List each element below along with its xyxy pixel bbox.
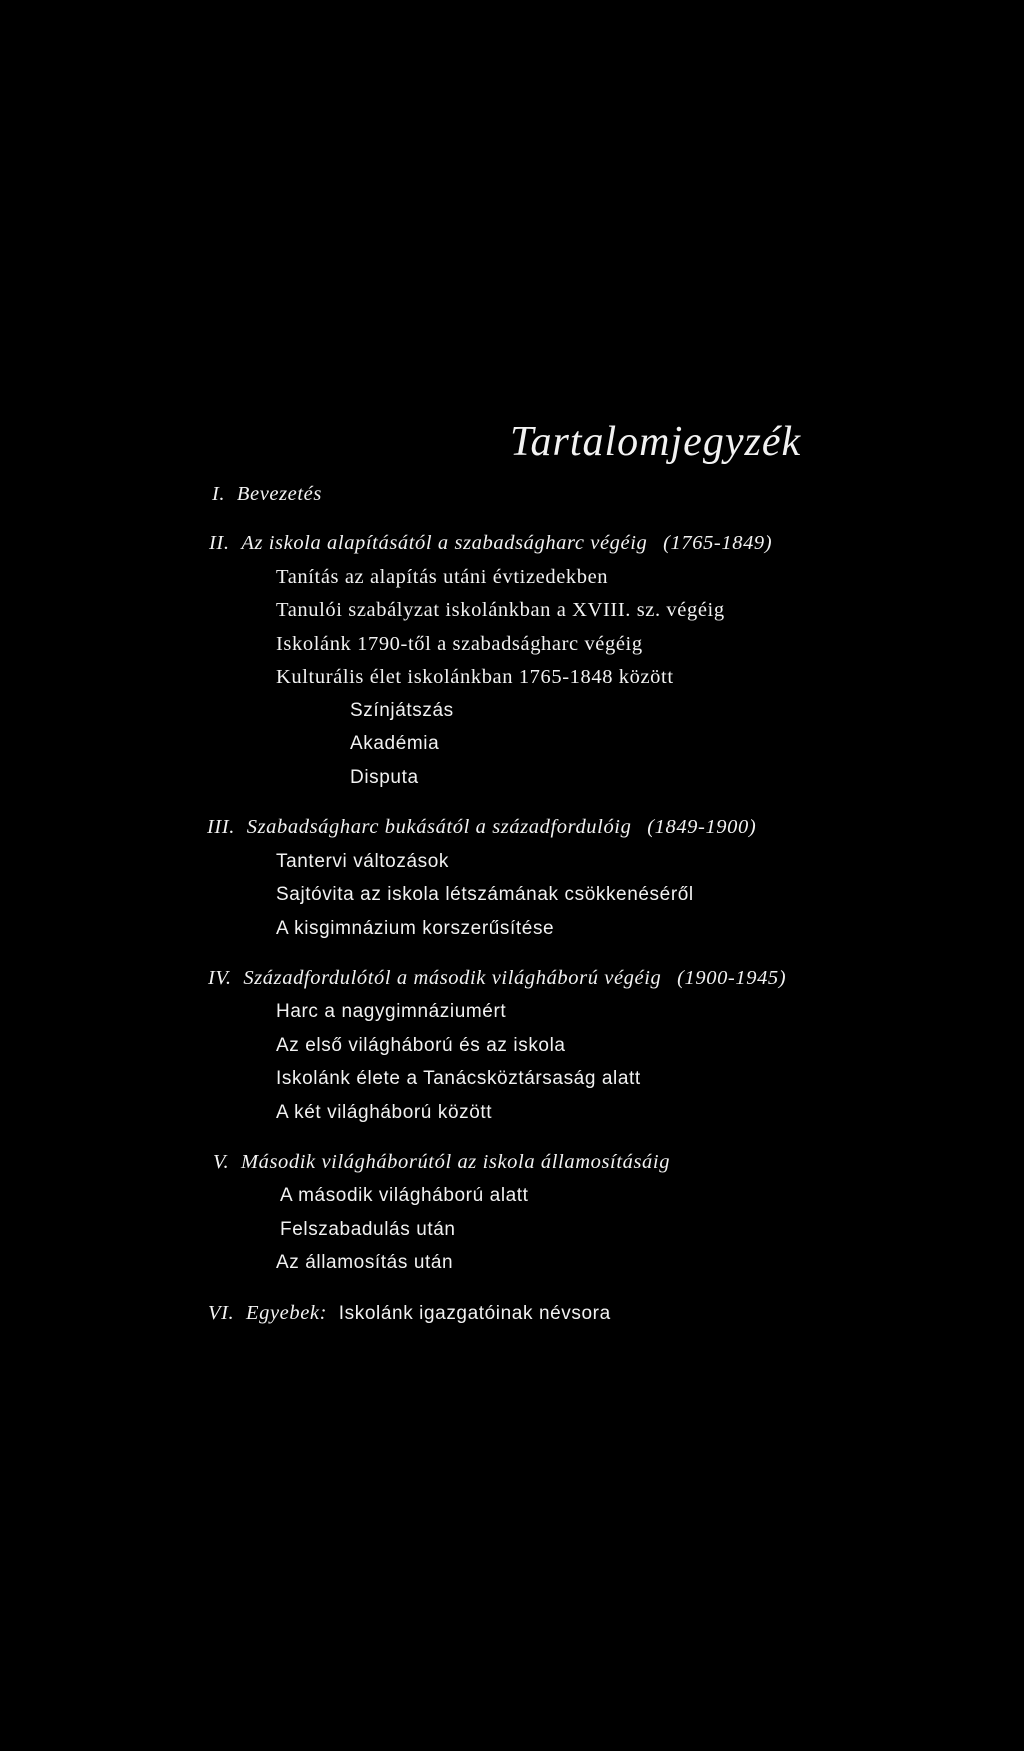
toc-item: Iskolánk élete a Tanácsköztársaság alatt [276,1068,641,1089]
section-numeral: V. [213,1151,230,1173]
toc-item: A kisgimnázium korszerűsítése [276,918,555,939]
section-numeral: I. [212,483,226,505]
section-years: (1900-1945) [677,967,787,989]
toc-item: A második világháború alatt [280,1185,529,1206]
section-heading-1 [212,483,322,506]
toc-item: Felszabadulás után [280,1219,456,1240]
toc-subitem: Színjátszás [350,700,454,721]
section-inline-text: Iskolánk igazgatóinak névsora [338,1303,611,1324]
toc-item: Az első világháború és az iskola [276,1035,566,1056]
section-years: (1765-1849) [663,532,773,554]
toc-item: Iskolánk 1790-től a szabadságharc végéig [276,633,643,655]
section-heading-5 [213,1151,670,1174]
section-numeral: II. [209,532,230,554]
section-numeral: IV. [208,967,232,989]
section-title: Bevezetés [236,483,322,505]
section-numeral: III. [207,816,236,838]
toc-subitem: Disputa [350,767,419,788]
section-heading-3 [207,816,756,839]
section-title: Második világháborútól az iskola államosításáig [240,1151,671,1173]
toc-item: Tanítás az alapítás utáni évtizedekben [276,566,609,588]
toc-item: A két világháború között [276,1102,493,1123]
section-years: (1849-1900) [647,816,757,838]
section-title: Egyebek: [246,1302,328,1324]
section-numeral: VI. [208,1302,235,1324]
toc-item: Az államosítás után [276,1252,454,1273]
page-title: Tartalomjegyzék [510,419,802,465]
toc-subitem: Akadémia [350,733,440,754]
section-heading-2 [209,532,772,555]
section-title: Szabadságharc bukásától a századfordulóig [246,816,632,838]
toc-item: Kulturális élet iskolánkban 1765-1848 között [276,666,674,688]
section-heading-6 [208,1302,611,1325]
toc-item: Sajtóvita az iskola létszámának csökkenéséről [276,884,694,905]
toc-item: Tantervi változások [276,851,449,872]
toc-item: Harc a nagygimnáziumért [276,1001,507,1022]
toc-item: Tanulói szabályzat iskolánkban a XVIII. sz. végéig [276,599,725,621]
section-title: Századfordulótól a második világháború végéig [243,967,662,989]
section-heading-4 [208,967,786,990]
section-title: Az iskola alapításától a szabadságharc végéig [241,532,648,554]
